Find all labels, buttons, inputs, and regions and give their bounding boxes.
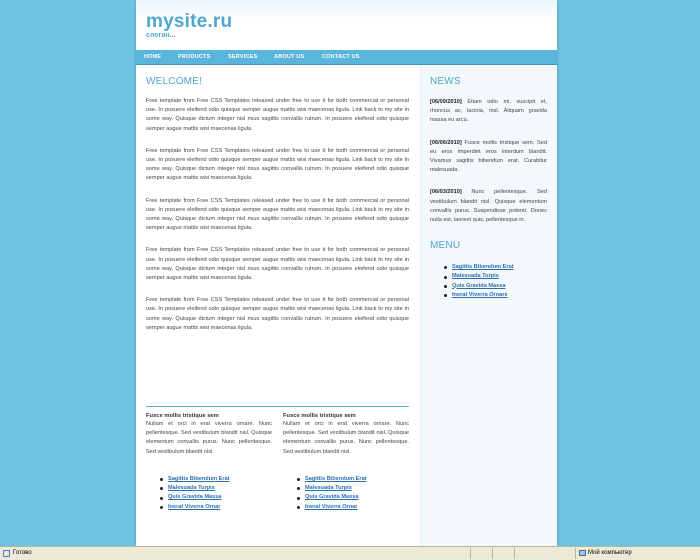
news-item [430,139,547,176]
list-item [444,272,554,281]
column-link[interactable]: Malesuada Turpis [305,485,352,492]
column-title: Fusce mollis tristique sem [146,413,219,419]
news-date: [06/09/2010] [430,99,462,105]
column-link[interactable]: Malesuada Turpis [168,485,215,492]
content-paragraph: Free template from Free CSS Templates released under free to use it for both commercial or personal use. In posuere eleifend odio quisque semper augue mattis wisi maecenas ligula. Link back to my site in some way. Quisque dictum integer nisl risus sagittis convallis rutrum. In posuere eleifend odio quisque semper augue mattis wisi maecenas ligula. [146,197,409,232]
content-paragraph: Free template from Free CSS Templates released under free to use it for both commercial or personal use. In posuere eleifend odio quisque semper augue mattis wisi maecenas ligula. Link back to my site in some way. Quisque dictum integer nisl risus sagittis convallis rutrum. In posuere eleifend odio quisque semper augue mattis wisi maecenas ligula. [146,98,409,132]
menu-link[interactable]: Malesuada Turpis [452,273,499,280]
content-paragraph: Free template from Free CSS Templates released under free to use it for both commercial or personal use. In posuere eleifend odio quisque semper augue mattis wisi maecenas ligula. Link back to my site in some way. Quisque dictum integer nisl risus sagittis convallis rutrum. In posuere eleifend odio quisque semper augue mattis wisi maecenas ligula. [146,247,409,282]
list-item [297,484,409,493]
nav-home[interactable]: HOME [144,54,162,60]
bottom-column-left [146,413,272,512]
column-text: Nullam et orci in erat viverra ornare. Nunc pellentesque. Sed vestibulum blandit nisl. Quisque elementum convallis purus. Nunc pellentesque. Sed vestibulum blandit nisl. [146,421,272,455]
menu-link[interactable]: Inerat Viverra Ornare [452,291,508,298]
column-link-list [297,475,409,512]
computer-icon [579,550,586,556]
news-item [430,98,547,126]
news-date: [06/03/2010] [430,189,462,196]
header [136,0,557,50]
status-divider [470,548,471,559]
news-list [430,98,547,238]
status-text: Готово [13,550,32,556]
status-divider [492,548,493,559]
bottom-columns [146,406,409,510]
column-link[interactable]: Quis Gravida Massa [168,494,222,501]
list-item [297,475,409,484]
main-content [146,76,409,333]
list-item [444,291,554,300]
news-title: NEWS [430,76,461,87]
list-item [297,503,409,512]
news-item [430,188,547,225]
content-paragraph: Free template from Free CSS Templates released under free to use it for both commercial or personal use. In posuere eleifend odio quisque semper augue mattis wisi maecenas ligula. Link back to my site in some way. Quisque dictum integer nisl risus sagittis convallis rutrum. In posuere eleifend odio quisque semper augue mattis wisi maecenas ligula. [146,147,409,182]
column-link[interactable]: Inerat Viverra Ornar [305,503,358,510]
column-text: Nullam et orci in erat viverra ornare. Nunc pellentesque. Sed vestibulum blandit nisl. Quisque elementum convallis purus. Nunc pellentesque. Sed vestibulum blandit nisl. [283,421,409,455]
security-zone: Мой компьютер [588,550,632,556]
site-slogan: слоган... [146,32,176,39]
news-text: Fusce mollis tristique sem. Sed eu eros imperdiet eros interdum blandit. Vivamus sagittis bibendum erat. Curabitur malesuada. [430,139,547,174]
list-item [160,503,272,512]
list-item [160,493,272,502]
bottom-column-right [283,413,409,512]
column-link[interactable]: Quis Gravida Massa [305,494,359,501]
nav-products[interactable]: PRODUCTS [178,54,211,60]
browser-statusbar [0,546,700,560]
list-item [444,282,554,291]
main-nav [136,50,557,65]
nav-services[interactable]: SERVICES [228,54,258,60]
menu-title: MENU [430,240,461,251]
column-link[interactable]: Sagittis Bibendum Erat [305,475,367,482]
welcome-title: WELCOME! [146,76,203,87]
news-date: [06/06/2010] [430,139,462,146]
sidebar [420,66,557,546]
status-divider [575,548,576,559]
column-title: Fusce mollis tristique sem [283,413,356,419]
site-logo[interactable]: mysite.ru [146,11,233,32]
nav-about-us[interactable]: ABOUT US [274,54,305,60]
list-item [160,475,272,484]
sidebar-menu [444,263,554,300]
column-link-list [160,475,272,512]
list-item [160,484,272,493]
column-link[interactable]: Sagittis Bibendum Erat [168,475,230,482]
column-link[interactable]: Inerat Viverra Ornar [168,503,221,510]
menu-link[interactable]: Quis Gravida Massa [452,282,506,289]
nav-contact-us[interactable]: CONTACT US [322,54,360,60]
news-text: Nunc pellentesque. Sed vestibulum blandit nisl. Quisque elementum convallis purus. Suspendisse potenti. Donec nulla est, laoreet quis, pellentesque in. [430,189,547,224]
news-text: Etiam odio mi, suscipit et, rhoncus ac, lacinia, nisl. Aliquam gravida massa eu arcu. [430,99,547,124]
page-icon [3,550,10,557]
list-item [297,493,409,502]
menu-link[interactable]: Sagittis Bibendum Erat [452,264,514,270]
list-item [444,263,554,272]
status-divider [514,548,515,559]
content-paragraph: Free template from Free CSS Templates released under free to use it for both commercial or personal use. In posuere eleifend odio quisque semper augue mattis wisi maecenas ligula. Link back to my site in some way. Quisque dictum integer nisl risus sagittis convallis rutrum. In posuere eleifend odio quisque semper augue mattis wisi maecenas ligula. [146,297,409,331]
page-container [136,0,557,546]
